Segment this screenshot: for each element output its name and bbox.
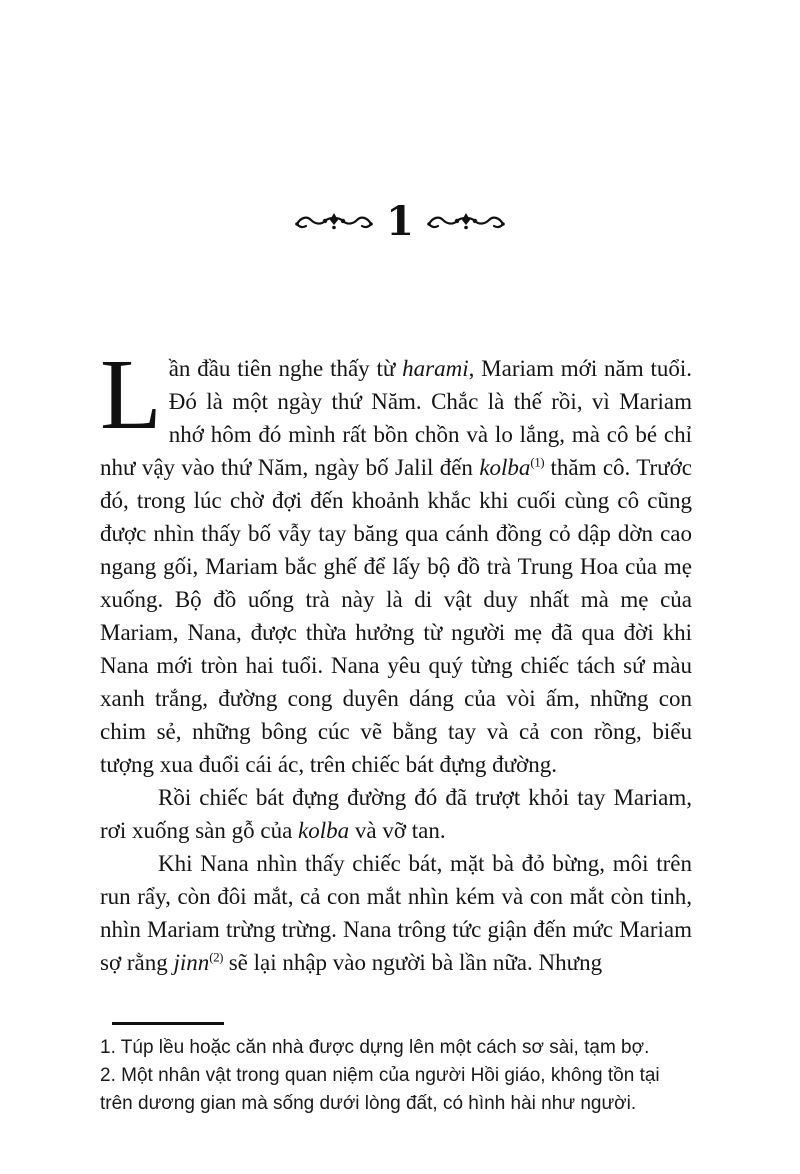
flourish-ornament-right-icon	[426, 210, 506, 234]
chapter-number: 1	[386, 198, 414, 245]
footnote-1: 1. Túp lều hoặc căn nhà được dựng lên một cách sơ sài, tạm bợ.	[100, 1037, 650, 1058]
footnote-2: 2. Một nhân vật trong quan niệm của người Hồi giáo, không tồn tại trên dương gian mà sống dưới lòng đất, có hình hài như người.	[100, 1065, 660, 1114]
drop-cap: L	[100, 338, 162, 450]
paragraph-nana-reaction: Khi Nana nhìn thấy chiếc bát, mặt bà đỏ bừng, môi trên run rẩy, còn đôi mắt, cả con mắt nhìn kém và con mắt còn tinh, nhìn Mariam trừng trừng. Nana trông tức giận đến mức Mariam sợ rằng jinn$^{(2)}$ sẽ lại nhập vào người bà lần nữa. Nhưng	[100, 851, 692, 975]
flourish-ornament-left-icon	[294, 210, 374, 234]
chapter-heading	[0, 200, 800, 244]
body-text	[100, 338, 692, 979]
footnote-area	[100, 1022, 696, 1118]
paragraph-opening-text: ần đầu tiên nghe thấy từ harami, Mariam mới năm tuổi. Đó là một ngày thứ Năm. Chắc là thế rồi, vì Mariam nhớ hôm đó mình rất bồn chồn và lo lắng, mà cô bé chỉ như vậy vào thứ Năm, ngày bố Jalil đến kolba$^{(1)}$ thăm cô. Trước đó, trong lúc chờ đợi đến khoảnh khắc khi cuối cùng cô cũng được nhìn thấy bố vẫy tay băng qua cánh đồng cỏ dập dờn cao ngang gối, Mariam bắc ghế để lấy bộ đồ trà Trung Hoa của mẹ xuống. Bộ đồ uống trà này là di vật duy nhất mà mẹ của Mariam, Nana, được thừa hưởng từ người mẹ đã qua đời khi Nana mới tròn hai tuổi. Nana yêu quý từng chiếc tách sứ màu xanh trắng, đường cong duyên dáng của vòi ấm, những con chim sẻ, những bông cúc vẽ bằng tay và cả con rồng, biểu tượng xua đuổi cái ác, trên chiếc bát đựng đường.	[100, 356, 692, 777]
paragraph-opening	[100, 338, 692, 781]
paragraph-sugar-bowl: Rồi chiếc bát đựng đường đó đã trượt khỏi tay Mariam, rơi xuống sàn gỗ của kolba và vỡ tan.	[100, 785, 692, 843]
footnote-divider	[112, 1022, 224, 1025]
